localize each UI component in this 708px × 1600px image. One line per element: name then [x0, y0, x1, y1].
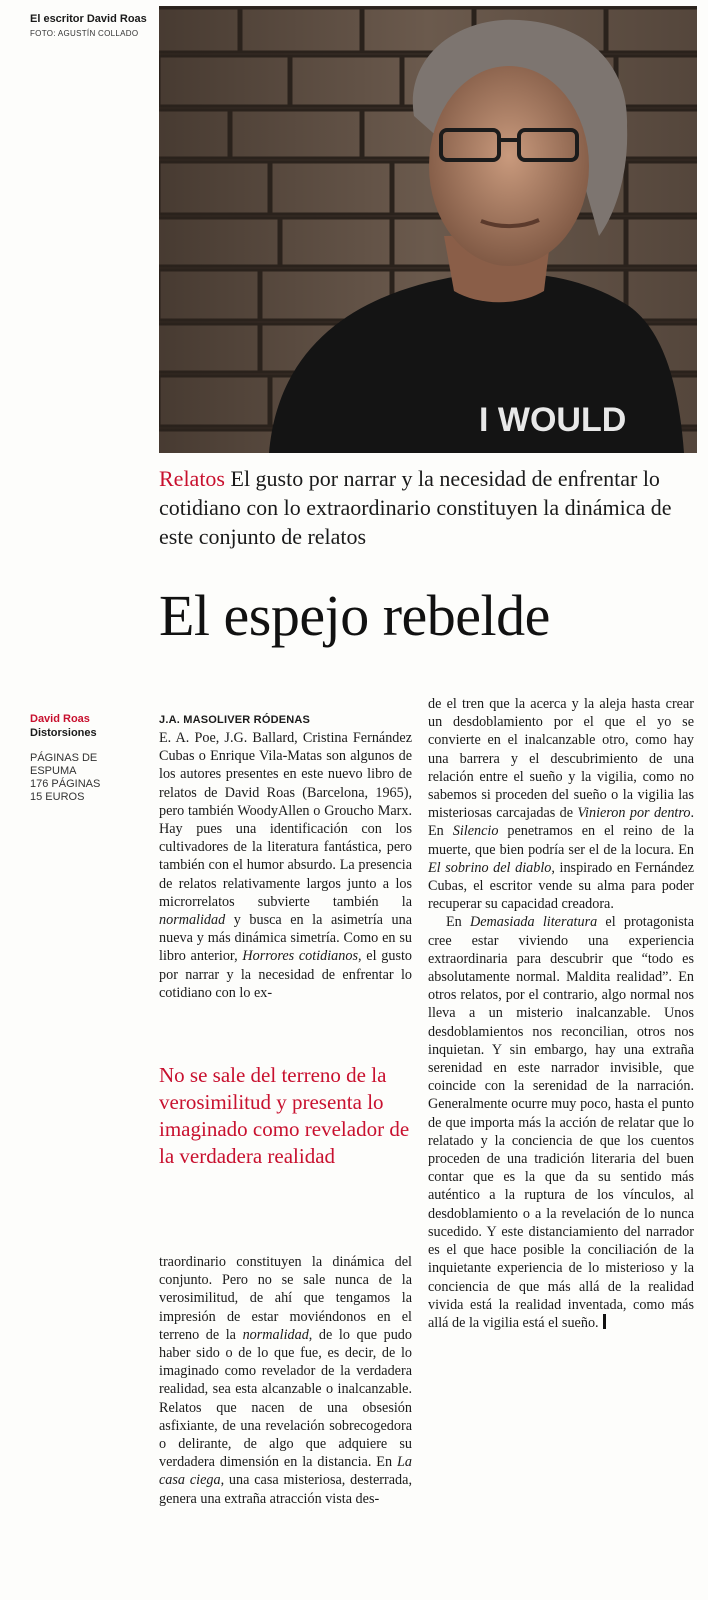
- book-publisher: PÁGINAS DE ESPUMA: [30, 752, 98, 777]
- photo-caption: [30, 12, 150, 38]
- author-photo-illustration: [159, 6, 697, 453]
- book-price: 15 EUROS: [30, 791, 85, 803]
- book-info: [30, 712, 140, 804]
- book-author: David Roas: [30, 713, 90, 725]
- deck-text: El gusto por narrar y la necesidad de enfrentar lo cotidiano con lo extraordinario constituyen la dinámica de este conjunto de relatos: [159, 466, 672, 549]
- shirt-print: I WOULD: [479, 401, 627, 439]
- pull-quote: No se sale del terreno de la verosimilitud y presenta lo imaginado como revelador de la verdadera realidad: [159, 1063, 410, 1168]
- body-paragraph: En Demasiada literatura el protagonista cree estar viviendo una experiencia extraordinaria para descubrir que “todo es absolutamente normal. Maldita realidad”. En otros relatos, por el contrario, algo normal nos lleva a un misterio inalcanzable. Unos desdoblamientos nos reconcilian, otros nos inquietan. Y sin embargo, hay una extraña serenidad en este narrador invisible, que coincide con la serenidad de la narración. Generalmente ocurre muy poco, hasta el punto de que importa más la acción de relatar que lo relatado y la conciencia de que los cuentos proceden de una tradición literaria del buen contar que es la que da su sentido más auténtico a la ruptura de los vínculos, al desdoblamiento o a la revelación de lo nunca sucedido. Y este distanciamiento del narrador es el que hace posible la conciliación de la inquietante experiencia de lo misterioso y la conciencia de que más allá de la realidad vivida está la realidad inventada, como más allá de la vigilia está el sueño.: [428, 914, 695, 1331]
- book-pages: 176 PÁGINAS: [30, 778, 101, 790]
- section-label: Relatos: [159, 466, 225, 491]
- author-photo: [159, 6, 697, 453]
- body-paragraph: de el tren que la acerca y la aleja hasta crear un desdoblamiento por el que el yo se convierte en el inalcanzable otro, como hay una barrera y el descubrimiento de una relación entre el sueño y la vigilia, como no sabemos si proceden del sueño o la vigilia las misteriosas carcajadas de Vinieron por dentro. En Silencio penetramos en el reino de la muerte, que bien podría ser el de la locura. En El sobrino del diablo, inspirado en Fernández Cubas, el escritor vende su alma para poder recuperar su capacidad creadora.: [428, 696, 695, 913]
- end-mark: [603, 1314, 606, 1329]
- body-paragraph: E. A. Poe, J.G. Ballard, Cristina Fernández Cubas o Enrique Vila-Matas son algunos de los autores presentes en este nuevo libro de relatos de David Roas (Barcelona, 1965), pero también WoodyAllen o Groucho Marx. Hay pues una identificación con los cultivadores de la literatura fantástica, pero también con el humor absurdo. La presencia de relatos relativamente largos junto a los microrrelatos subvierte también la normalidad y busca en la asimetría una nueva y más dinámica simetría. Como en su libro anterior, Horrores cotidianos, el gusto por narrar y la necesidad de enfrentar lo cotidiano con lo ex-: [159, 730, 413, 1001]
- body-column-2: [159, 1253, 412, 1508]
- headline: El espejo rebelde: [159, 583, 550, 648]
- body-column-1: [159, 713, 412, 1002]
- article-deck: [159, 464, 697, 551]
- caption-title: El escritor David Roas: [30, 13, 147, 25]
- book-title: Distorsiones: [30, 727, 97, 739]
- book-meta: [30, 752, 140, 804]
- body-column-3: [428, 695, 694, 1332]
- body-paragraph: traordinario constituyen la dinámica del conjunto. Pero no se sale nunca de la verosimilitud, de ahí que tengamos la impresión de estar moviéndonos en el terreno de la normalidad, de lo que pudo haber sido o de lo que fue, es decir, de lo imaginado como revelador de la verdadera realidad, sea esta alcanzable o inalcanzable. Relatos que nacen de una obsesión asfixiante, de una revelación sobrecogedora o delirante, de algo que adquiere su verdadera dimensión en la distancia. En La casa ciega, una casa misteriosa, desterrada, genera una extraña atracción vista des-: [159, 1254, 412, 1507]
- byline: J.A. MASOLIVER RÓDENAS: [159, 714, 311, 726]
- caption-credit: FOTO: AGUSTÍN COLLADO: [30, 29, 139, 38]
